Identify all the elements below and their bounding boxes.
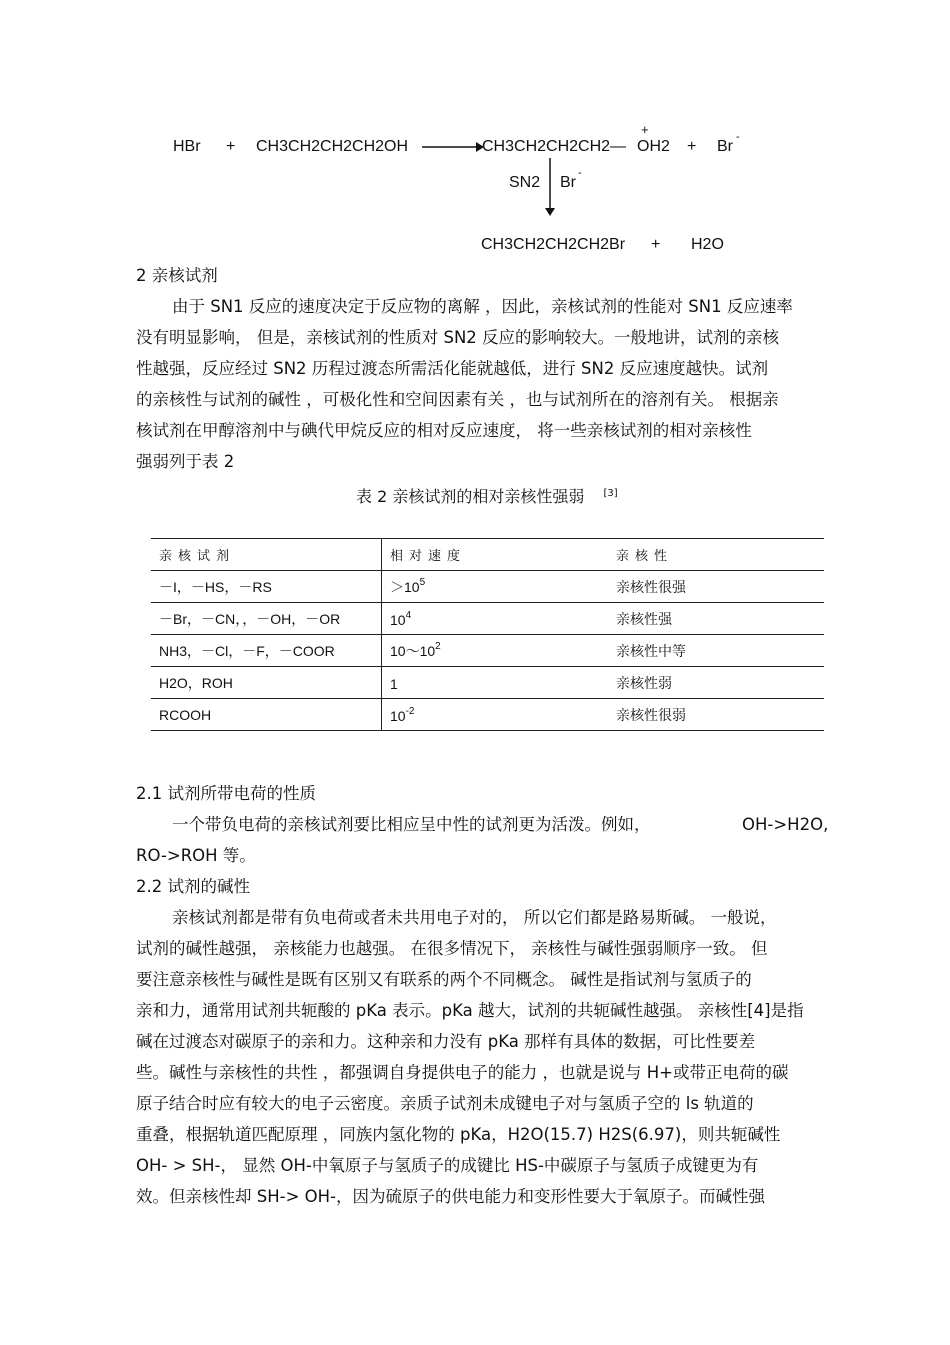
plus-sign: + <box>687 138 697 155</box>
oxonium-charge: + <box>641 122 649 137</box>
paragraph-line: 重叠，根据轨道匹配原理 ，同族内氢化物的 pKa，H2O(15.7) H2S(6.97)，则共轭碱性 <box>136 1125 781 1144</box>
paragraph-line: RO->ROH 等。 <box>136 846 256 865</box>
reactant-butanol: CH3CH2CH2CH2OH <box>256 138 409 155</box>
reagent-cell: NH3，－Cl，－F，－COOR <box>151 635 382 667</box>
table-caption <box>356 484 618 507</box>
rate-cell: 1 <box>390 675 398 692</box>
paragraph-line: 试剂的碱性越强， 亲核能力也越强。 在很多情况下， 亲核性与碱性强弱顺序一致。 但 <box>136 939 768 958</box>
plus-sign: + <box>651 236 661 253</box>
table-row <box>151 571 824 603</box>
reagent-cell: H2O，ROH <box>151 667 382 699</box>
reactant-hbr: HBr <box>173 138 201 155</box>
paragraph-line: 碱在过渡态对碳原子的亲和力。这种亲和力没有 pKa 那样有具体的数据，可比性要差 <box>136 1032 756 1051</box>
table-row <box>151 603 824 635</box>
water: H2O <box>691 236 724 253</box>
paragraph-line: 亲和力，通常用试剂共轭酸的 pKa 表示。pKa 越大，试剂的共轭碱性越强。 亲核性[4]是指 <box>136 1001 804 1020</box>
product-chain: CH3CH2CH2CH2— <box>482 138 627 155</box>
paragraph-line: OH- > SH-， 显然 OH-中氧原子与氢质子的成键比 HS-中碳原子与氢质子成键更为有 <box>136 1156 759 1175</box>
table-caption-text: 表 2 亲核试剂的相对亲核性强弱 <box>356 487 585 506</box>
column-header: 相对速度 <box>390 548 467 563</box>
section-heading: 2.2 试剂的碱性 <box>136 877 250 896</box>
plus-sign: + <box>226 138 236 155</box>
paragraph-line: 要注意亲核性与碱性是既有区别又有联系的两个不同概念。 碱性是指试剂与氢质子的 <box>136 970 752 989</box>
reagent-cell: －I，－HS，－RS <box>151 571 382 603</box>
reaction-arrow <box>422 140 484 154</box>
paragraph-line: 效。但亲核性却 SH-> OH-，因为硫原子的供电能力和变形性要大于氧原子。而碱性强 <box>136 1187 765 1206</box>
final-product: CH3CH2CH2CH2Br <box>481 236 626 253</box>
bromide-ion: Br <box>717 138 733 155</box>
reagent-cell: －Br，－CN，，－OH，－OR <box>151 603 382 635</box>
nucleophilicity-cell: 亲核性强 <box>616 610 672 627</box>
column-header: 亲核性 <box>616 548 674 563</box>
column-header: 亲核试剂 <box>151 539 382 571</box>
paragraph-line: 核试剂在甲醇溶剂中与碘代甲烷反应的相对反应速度， 将一些亲核试剂的相对亲核性 <box>136 421 752 440</box>
table-header-row <box>151 539 824 571</box>
rate-cell: $10^{-2}$ <box>390 705 415 724</box>
table-row <box>151 667 824 699</box>
rate-cell: $10^4$ <box>390 609 412 628</box>
section-heading: 2.1 试剂所带电荷的性质 <box>136 784 316 803</box>
nucleophilicity-cell: 亲核性很弱 <box>616 706 686 723</box>
reagent-cell: RCOOH <box>151 699 382 731</box>
table-row <box>151 635 824 667</box>
nucleophilicity-cell: 亲核性很强 <box>616 578 686 595</box>
mechanism-label: SN2 <box>509 174 541 191</box>
nucleophilicity-cell: 亲核性弱 <box>616 674 672 691</box>
paragraph-line: 强弱列于表 2 <box>136 452 235 471</box>
down-arrow <box>543 158 557 218</box>
charge-minus: - <box>736 131 740 143</box>
paragraph-line: 一个带负电荷的亲核试剂要比相应呈中性的试剂更为活泼。例如， <box>172 815 651 834</box>
nucleophilicity-cell: 亲核性中等 <box>616 642 686 659</box>
paragraph-line: 原子结合时应有较大的电子云密度。亲质子试剂未成键电子对与氢质子空的 ls 轨道的 <box>136 1094 754 1113</box>
paragraph-line: 亲核试剂都是带有负电荷或者未共用电子对的， 所以它们都是路易斯碱。 一般说， <box>172 908 777 927</box>
paragraph-line-tail: OH->H2O, <box>742 815 829 834</box>
paragraph-line: 些。碱性与亲核性的共性 ，都强调自身提供电子的能力 ，也就是说与 H+或带正电荷的碳 <box>136 1063 789 1082</box>
paragraph-line: 性越强，反应经过 SN2 历程过渡态所需活化能就越低，进行 SN2 反应速度越快。试剂 <box>136 359 769 378</box>
oxonium-group: OH2 <box>637 138 670 155</box>
paragraph-line: 的亲核性与试剂的碱性 ，可极化性和空间因素有关 ，也与试剂所在的溶剂有关。 根据亲 <box>136 390 779 409</box>
section-heading: 2 亲核试剂 <box>136 266 218 285</box>
citation-ref: [3] <box>603 487 618 499</box>
charge-minus: - <box>578 167 582 179</box>
nucleophile-table <box>151 538 824 731</box>
paragraph-line: 由于 SN1 反应的速度决定于反应物的离解 ，因此，亲核试剂的性能对 SN1 反应速率 <box>172 297 793 316</box>
paragraph-line: 没有明显影响， 但是，亲核试剂的性质对 SN2 反应的影响较大。一般地讲，试剂的亲核 <box>136 328 780 347</box>
rate-cell: $10\sim 10^2$ <box>390 640 441 659</box>
mechanism-reagent: Br <box>560 174 576 191</box>
table-row <box>151 699 824 731</box>
rate-cell: $>10^5$ <box>390 576 426 595</box>
